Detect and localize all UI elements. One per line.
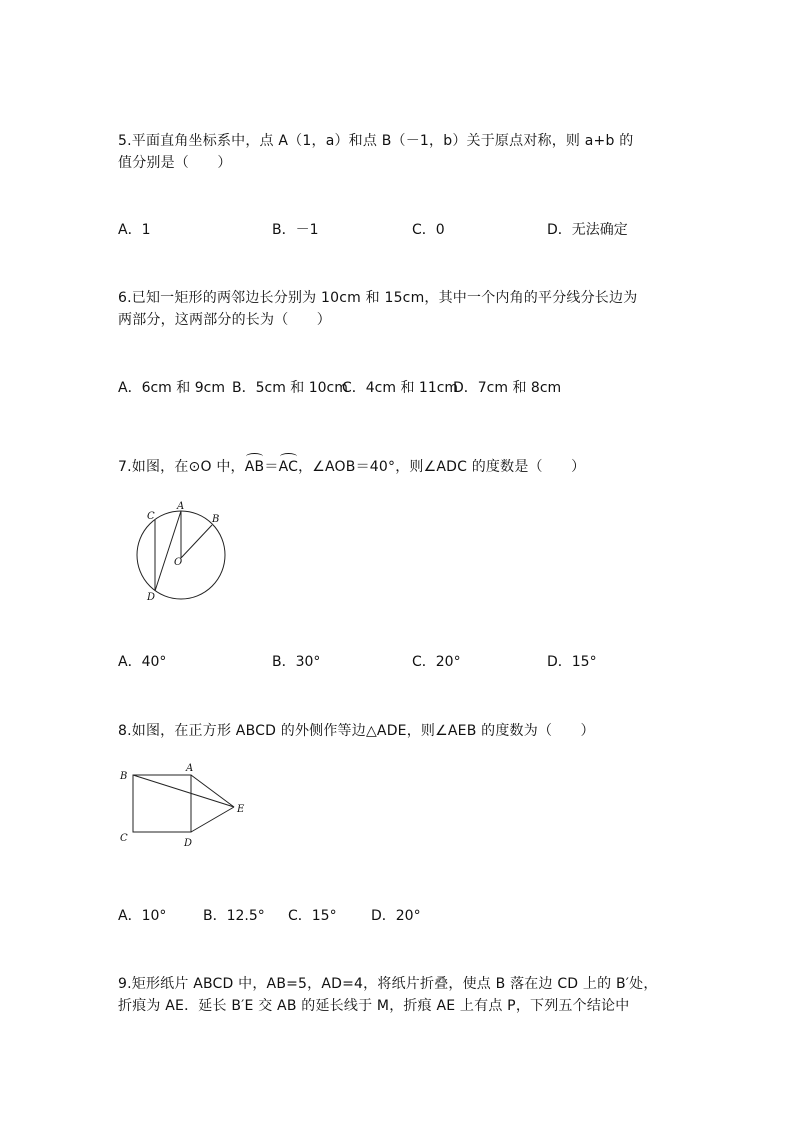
segment-be [133,775,234,807]
q5-option-c[interactable]: C．0 [412,222,445,238]
q8-option-c[interactable]: C．15° [288,908,337,924]
q7-option-b[interactable]: B．30° [272,654,321,670]
q8-square-figure [116,760,251,852]
q6-option-d[interactable]: D．7cm 和 8cm [453,380,562,396]
q5-option-a[interactable]: A．1 [118,222,151,238]
q9-stem-line2: 折痕为 AE．延长 B′E 交 AB 的延长线于 M，折痕 AE 上有点 P，下列五个结论中 [118,998,630,1014]
q5-option-b[interactable]: B．－1 [272,222,319,238]
label-d: D [147,592,156,603]
segment-ae [191,775,234,807]
q7-circle-figure [128,498,238,606]
q8-option-b[interactable]: B．12.5° [203,908,265,924]
segment-de [191,807,234,832]
q8-stem: 8.如图，在正方形 ABCD 的外侧作等边△ADE，则∠AEB 的度数为（ ） [118,723,595,739]
q7-option-d[interactable]: D．15° [547,654,597,670]
q7-option-a[interactable]: A．40° [118,654,167,670]
q5-stem-line1: 5.平面直角坐标系中，点 A（1，a）和点 B（－1，b）关于原点对称，则 a+b 的 [118,133,634,149]
label-o: O [174,557,183,568]
square-abcd [133,775,191,832]
q7-equals: ＝ [264,459,279,475]
q5-stem-line2: 值分别是（ ） [118,155,232,171]
q7-arc-ab: AB [244,459,265,475]
label-c: C [147,511,155,522]
label-b: B [212,514,220,525]
q8-option-d[interactable]: D．20° [371,908,421,924]
q7-stem-prefix: 7.如图，在⊙O 中， [118,459,245,475]
q6-option-c[interactable]: C．4cm 和 11cm [342,380,459,396]
q7-stem [118,457,585,477]
q6-option-a[interactable]: A．6cm 和 9cm [118,380,225,396]
q6-option-b[interactable]: B．5cm 和 10cm [232,380,348,396]
q7-option-c[interactable]: C．20° [412,654,461,670]
q8-option-a[interactable]: A．10° [118,908,167,924]
q9-stem-line1: 9.矩形纸片 ABCD 中，AB=5，AD=4，将纸片折叠，使点 B 落在边 CD 上的 B′处， [118,976,658,992]
q6-stem-line2: 两部分，这两部分的长为（ ） [118,312,331,328]
label-e: E [237,804,245,815]
label-a: A [177,501,185,512]
segment-ad [155,511,181,591]
q7-stem-suffix: ，∠AOB＝40°，则∠ADC 的度数是（ ） [298,459,586,475]
q7-arc-ac: AC [278,459,299,475]
label-c: C [120,833,128,844]
label-a: A [186,763,194,774]
q6-stem-line1: 6.已知一矩形的两邻边长分别为 10cm 和 15cm，其中一个内角的平分线分长边为 [118,290,638,306]
label-b: B [120,771,128,782]
segment-ob [181,525,212,558]
q5-option-d[interactable]: D．无法确定 [547,222,628,238]
label-d: D [184,838,193,849]
